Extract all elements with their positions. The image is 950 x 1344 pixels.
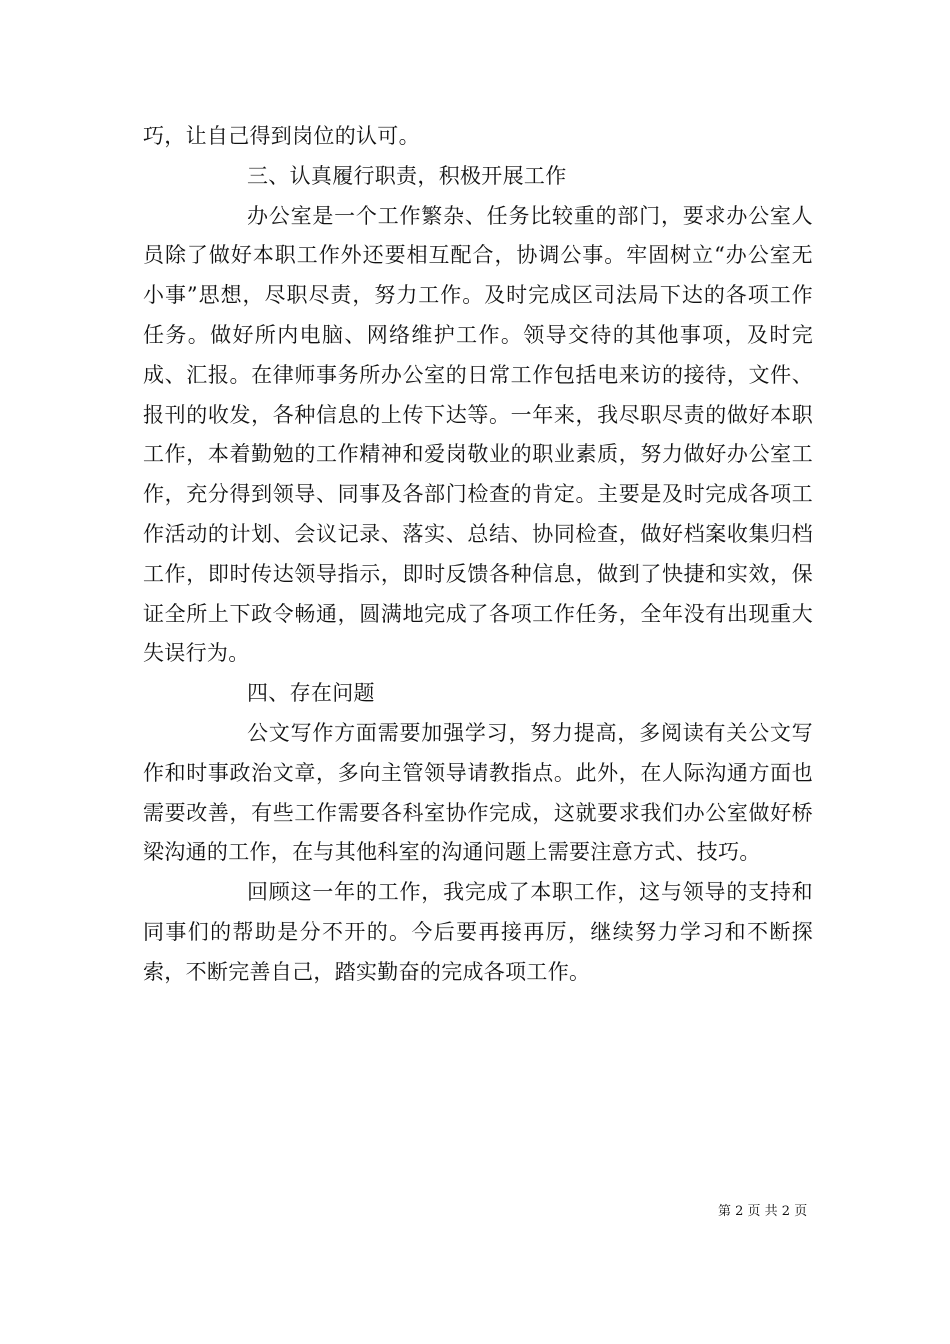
section-paragraph-3: 办公室是一个工作繁杂、任务比较重的部门，要求办公室人员除了做好本职工作外还要相互配合，协调公事。牢固树立“办公室无小事”思想，尽职尽责，努力工作。及时完成区司法局下达的各项工作任务。做好所内电脑、网络维护工作。领导交待的其他事项，及时完成、汇报。在律师事务所办公室的日常工作包括电来访的接待，文件、报刊的收发，各种信息的上传下达等。一年来，我尽职尽责的做好本职工作，本着勤勉的工作精神和爱岗敬业的职业素质，努力做好办公室工作，充分得到领导、同事及各部门检查的肯定。主要是及时完成各项工作活动的计划、会议记录、落实、总结、协同检查，做好档案收集归档工作，即时传达领导指示，即时反馈各种信息，做到了快捷和实效，保证全所上下政令畅通，圆满地完成了各项工作任务，全年没有出现重大失误行为。 <box>143 203 813 666</box>
continuation-text: 巧，让自己得到岗位的认可。 <box>143 124 420 148</box>
section-heading-3: 三、认真履行职责，积极开展工作 <box>247 163 567 188</box>
closing-paragraph: 回顾这一年的工作，我完成了本职工作，这与领导的支持和同事们的帮助是分不开的。今后要再接再厉，继续努力学习和不断探索，不断完善自己，踏实勤奋的完成各项工作。 <box>143 880 813 984</box>
document-body <box>143 117 813 993</box>
section-paragraph-4: 公文写作方面需要加强学习，努力提高，多阅读有关公文写作和时事政治文章，多向主管领导请教指点。此外，在人际沟通方面也需要改善，有些工作需要各科室协作完成，这就要求我们办公室做好桥梁沟通的工作，在与其他科室的沟通问题上需要注意方式、技巧。 <box>143 720 813 865</box>
section-heading-4: 四、存在问题 <box>247 681 375 706</box>
page-number-footer: 第 2 页 共 2 页 <box>718 1204 808 1219</box>
